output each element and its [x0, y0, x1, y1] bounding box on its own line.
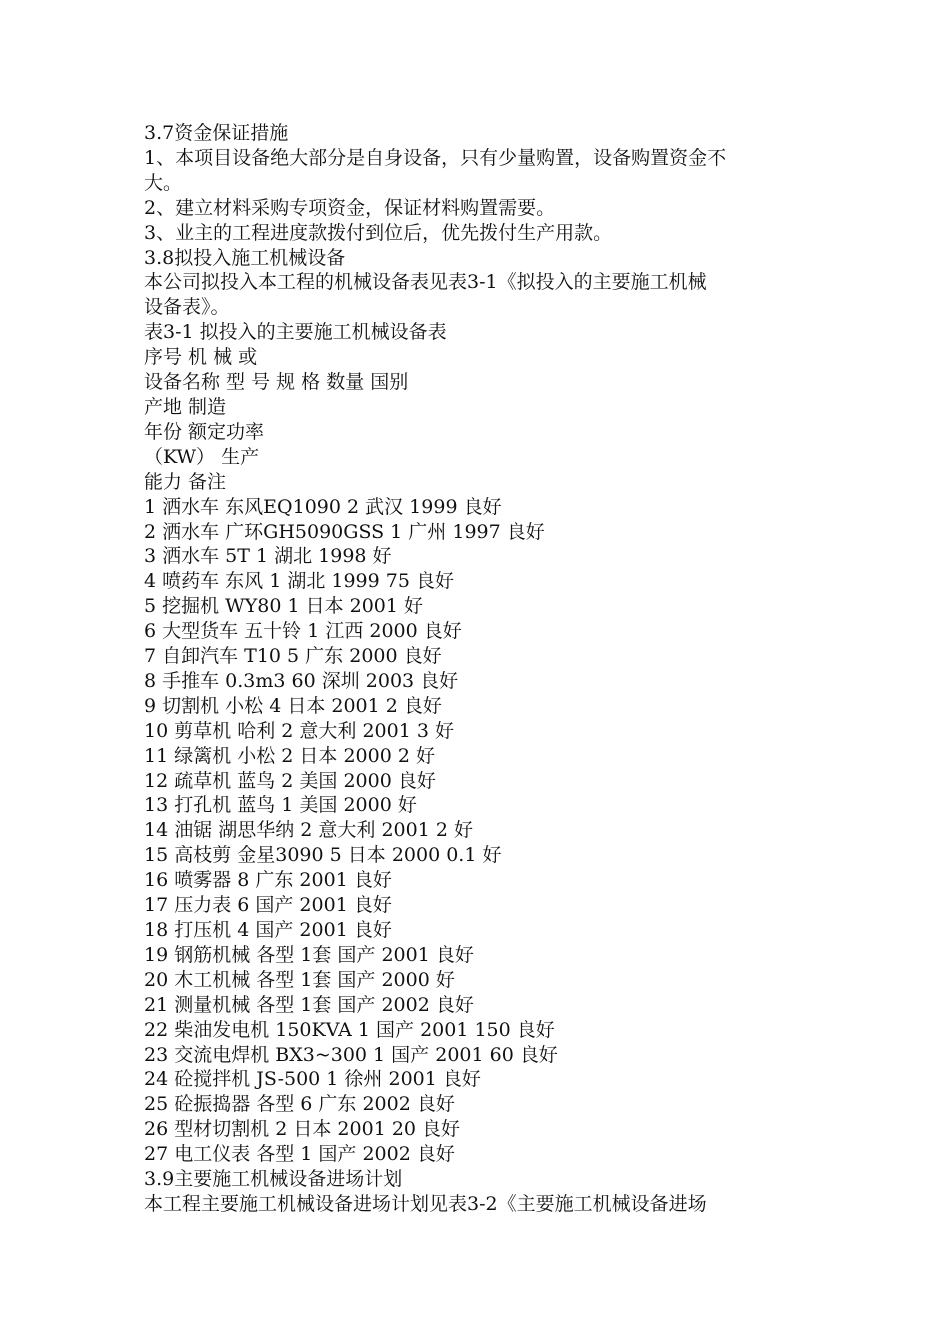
table-row: 13 打孔机 蓝鸟 1 美国 2000 好	[144, 794, 417, 817]
table-row: 27 电工仪表 各型 1 国产 2002 良好	[144, 1143, 455, 1166]
paragraph-line: 1、本项目设备绝大部分是自身设备，只有少量购置，设备购置资金不	[144, 146, 727, 169]
table-row: 9 切割机 小松 4 日本 2001 2 良好	[144, 694, 442, 717]
table-title: 表3-1 拟投入的主要施工机械设备表	[144, 321, 447, 344]
document-body	[144, 121, 816, 1217]
section-heading-3-8: 3.8拟投入施工机械设备	[144, 246, 346, 269]
table-row: 2 洒水车 广环GH5090GSS 1 广州 1997 良好	[144, 520, 545, 543]
table-row: 11 绿篱机 小松 2 日本 2000 2 好	[144, 744, 435, 767]
table-row: 22 柴油发电机 150KVA 1 国产 2001 150 良好	[144, 1018, 555, 1041]
table-row: 12 疏草机 蓝鸟 2 美国 2000 良好	[144, 769, 436, 792]
paragraph-line: 2、建立材料采购专项资金，保证材料购置需要。	[144, 196, 556, 219]
table-row: 21 测量机械 各型 1套 国产 2002 良好	[144, 993, 474, 1016]
table-row: 24 砼搅拌机 JS-500 1 徐州 2001 良好	[144, 1068, 481, 1091]
table-row: 20 木工机械 各型 1套 国产 2000 好	[144, 968, 455, 991]
table-header-line: （KW） 生产	[144, 445, 260, 468]
table-header-line: 序号 机 械 或	[144, 346, 258, 369]
table-row: 8 手推车 0.3m3 60 深圳 2003 良好	[144, 669, 459, 692]
table-row: 1 洒水车 东风EQ1090 2 武汉 1999 良好	[144, 495, 502, 518]
table-row: 15 高枝剪 金星3090 5 日本 2000 0.1 好	[144, 844, 502, 867]
table-row: 4 喷药车 东风 1 湖北 1999 75 良好	[144, 570, 454, 593]
section-heading-3-7: 3.7资金保证措施	[144, 122, 289, 144]
table-row: 19 钢筋机械 各型 1套 国产 2001 良好	[144, 943, 474, 966]
table-row: 10 剪草机 哈利 2 意大利 2001 3 好	[144, 719, 454, 742]
table-header-line: 能力 备注	[144, 470, 227, 493]
table-header-line: 设备名称 型 号 规 格 数量 国别	[144, 371, 409, 394]
table-row: 7 自卸汽车 T10 5 广东 2000 良好	[144, 645, 442, 668]
table-header-line: 产地 制造	[144, 395, 227, 418]
paragraph-line: 3、业主的工程进度款拨付到位后，优先拨付生产用款。	[144, 221, 613, 244]
table-row: 26 型材切割机 2 日本 2001 20 良好	[144, 1118, 461, 1141]
paragraph-line: 设备表》。	[144, 296, 230, 319]
table-header-line: 年份 额定功率	[144, 420, 265, 443]
table-row: 5 挖掘机 WY80 1 日本 2001 好	[144, 595, 424, 618]
table-row: 16 喷雾器 8 广东 2001 良好	[144, 869, 392, 892]
table-row: 6 大型货车 五十铃 1 江西 2000 良好	[144, 620, 462, 643]
paragraph-line: 本工程主要施工机械设备进场计划见表3-2《主要施工机械设备进场	[144, 1192, 707, 1215]
table-row: 25 砼振捣器 各型 6 广东 2002 良好	[144, 1093, 455, 1116]
paragraph-line: 本公司拟投入本工程的机械设备表见表3-1《拟投入的主要施工机械	[144, 271, 707, 294]
table-row: 14 油锯 湖思华纳 2 意大利 2001 2 好	[144, 819, 473, 842]
paragraph-line: 大。	[144, 171, 183, 194]
table-row: 17 压力表 6 国产 2001 良好	[144, 894, 392, 917]
table-row: 3 洒水车 5T 1 湖北 1998 好	[144, 545, 392, 568]
table-row: 18 打压机 4 国产 2001 良好	[144, 919, 392, 941]
section-heading-3-9: 3.9主要施工机械设备进场计划	[144, 1168, 403, 1191]
table-row: 23 交流电焊机 BX3~300 1 国产 2001 60 良好	[144, 1043, 558, 1066]
